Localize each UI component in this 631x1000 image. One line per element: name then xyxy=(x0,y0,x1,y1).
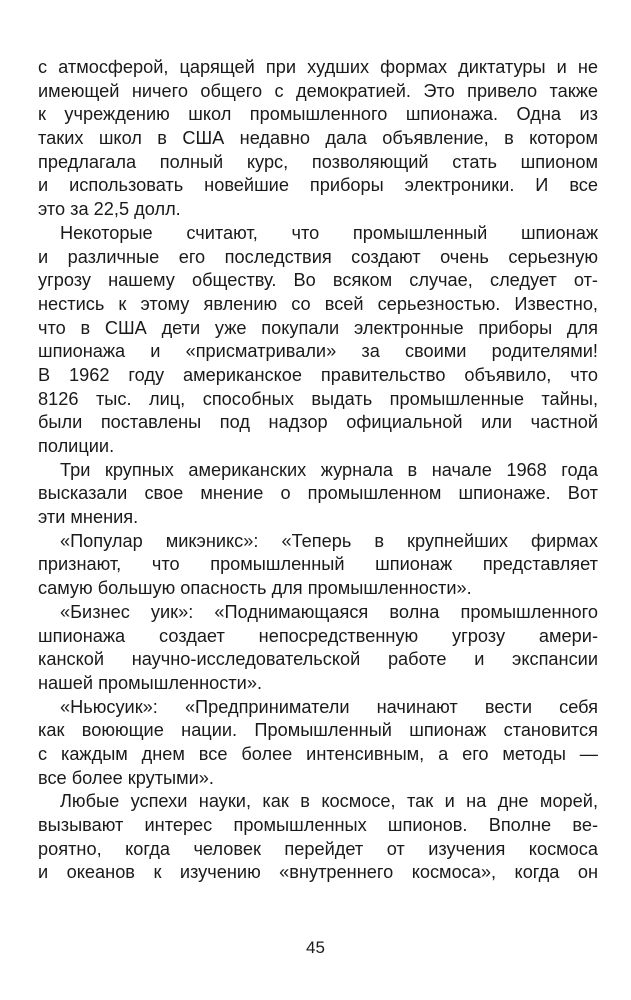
text-line: нашей промышленности». xyxy=(38,672,263,693)
text-line: канской научно-исследовательской работе и экспансии xyxy=(38,649,598,670)
text-line: нестись к этому явлению со всей серьезностью. Известно, xyxy=(38,293,598,314)
text-line: полиции. xyxy=(38,436,115,456)
text-line: и использовать новейшие приборы электроники. И все xyxy=(38,175,598,196)
text-line: что в США дети уже покупали электронные приборы для xyxy=(38,317,598,338)
text-line: предлагала полный курс, позволяющий стать шпионом xyxy=(38,151,598,172)
text-line: все более крутыми». xyxy=(38,767,214,788)
text-line: «Бизнес уик»: «Поднимающаяся волна промышленного xyxy=(60,601,598,622)
paragraph-2 xyxy=(38,222,598,459)
paragraph-3 xyxy=(38,459,598,530)
text-line: как воюющие нации. Промышленный шпионаж становится xyxy=(38,720,598,741)
text-line: шпионажа создает непосредственную угрозу амери- xyxy=(38,625,598,646)
text-line: Некоторые считают, что промышленный шпионаж xyxy=(60,222,598,243)
text-line: вызывают интерес промышленных шпионов. Вполне ве- xyxy=(38,815,598,835)
text-line: высказали свое мнение о промышленном шпионаже. Вот xyxy=(38,483,598,504)
text-line: В 1962 году американское правительство объявило, что xyxy=(38,364,598,385)
text-line: имеющей ничего общего с демократией. Это привело также xyxy=(38,80,598,101)
text-line: к учреждению школ промышленного шпионажа. Одна из xyxy=(38,104,598,125)
text-line: с каждым днем все более интенсивным, а его методы — xyxy=(38,743,598,764)
text-line: Три крупных американских журнала в начале 1968 года xyxy=(60,459,598,480)
text-line: 8126 тыс. лиц, способных выдать промышленные тайны, xyxy=(38,388,598,409)
page-number: 45 xyxy=(306,938,325,957)
paragraph-7 xyxy=(38,790,598,885)
text-line: таких школ в США недавно дала объявление, в котором xyxy=(38,128,598,149)
page-body xyxy=(38,56,598,885)
paragraph-5 xyxy=(38,601,598,696)
text-line: «Ньюсуик»: «Предприниматели начинают вести себя xyxy=(60,696,598,717)
text-line: Любые успехи науки, как в космосе, так и на дне морей, xyxy=(60,791,598,812)
text-line: шпионажа и «присматривали» за своими родителями! xyxy=(38,341,598,362)
paragraph-6 xyxy=(38,696,598,791)
text-line: эти мнения. xyxy=(38,507,139,528)
text-line: и океанов к изучению «внутреннего космоса», когда он xyxy=(38,862,598,883)
paragraph-4 xyxy=(38,530,598,601)
text-line: признают, что промышленный шпионаж представляет xyxy=(38,554,598,575)
text-line: это за 22,5 долл. xyxy=(38,199,181,220)
text-line: угрозу нашему обществу. Во всяком случае, следует от- xyxy=(38,270,598,291)
text-line: «Популар микэникс»: «Теперь в крупнейших фирмах xyxy=(60,530,598,551)
text-line: роятно, когда человек перейдет от изучения космоса xyxy=(38,838,598,859)
text-line: самую большую опасность для промышленности». xyxy=(38,578,472,599)
paragraph-1 xyxy=(38,56,598,222)
text-line: и различные его последствия создают очень серьезную xyxy=(38,246,598,267)
text-line: с атмосферой, царящей при худших формах диктатуры и не xyxy=(38,57,598,77)
text-line: были поставлены под надзор официальной или частной xyxy=(38,412,598,433)
